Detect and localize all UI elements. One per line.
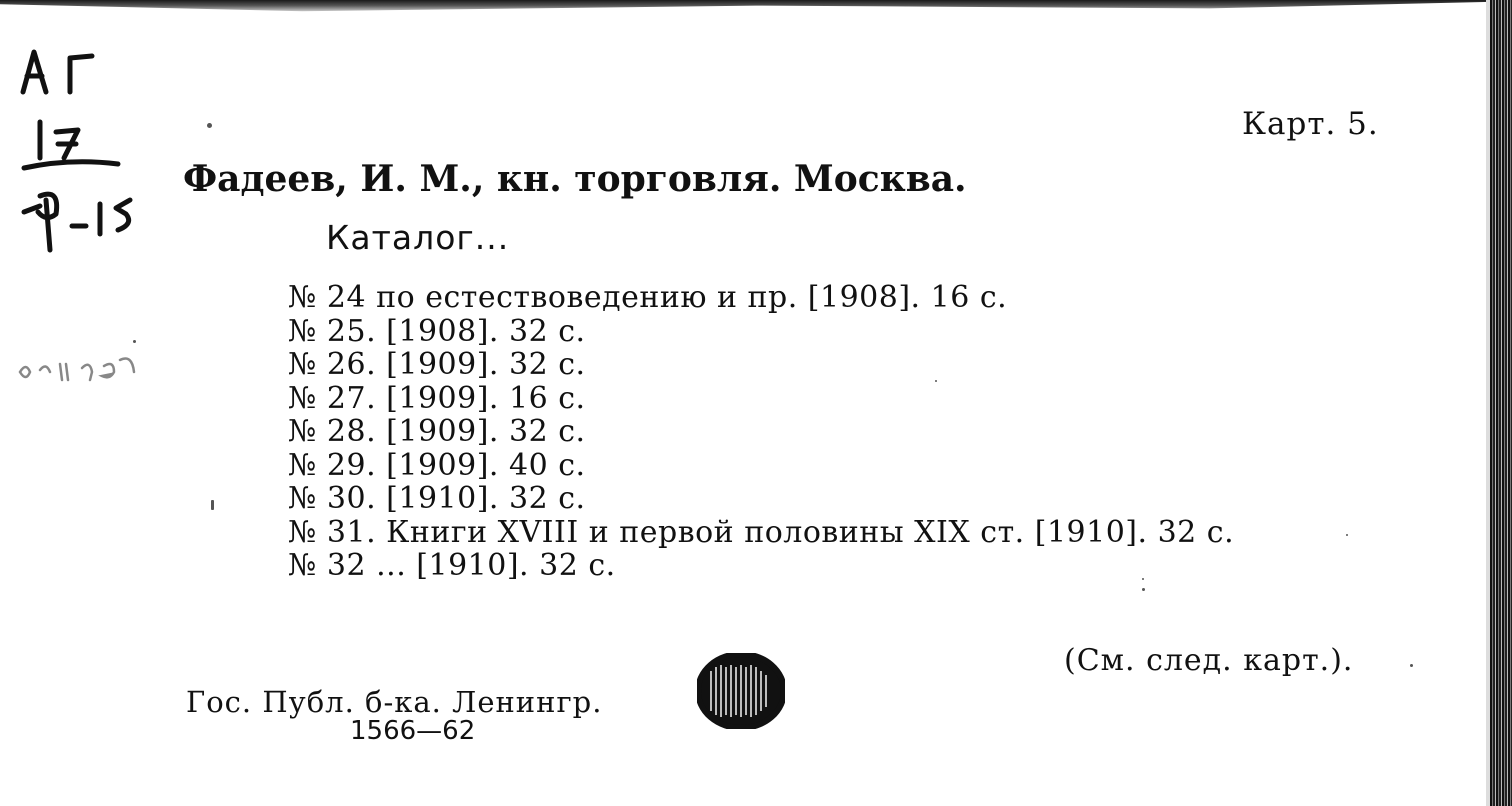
catalog-entry: № 31. Книги XVIII и первой половины XIX ст. [1910]. 32 с. — [288, 514, 1235, 550]
scan-speck — [1346, 534, 1348, 536]
library-stamp — [697, 653, 785, 729]
scan-speck — [207, 123, 212, 128]
card-heading: Фадеев, И. М., кн. торговля. Москва. — [183, 158, 967, 200]
catalog-entry: № 24 по естествоведению и пр. [1908]. 16 с. — [288, 280, 1008, 315]
card-subtitle: Каталог... — [326, 218, 510, 257]
handwritten-faint-note — [20, 359, 134, 381]
scan-right-edge — [1490, 0, 1512, 806]
card-number: Карт. 5. — [1242, 106, 1379, 142]
library-name: Гос. Публ. б-ка. Ленингр. — [186, 685, 603, 719]
scan-top-edge — [0, 0, 1512, 14]
scan-speck — [935, 380, 937, 382]
library-print-number: 1566—62 — [350, 716, 476, 746]
catalog-entry: № 25. [1908]. 32 с. — [288, 313, 586, 349]
scan-speck — [1142, 578, 1144, 580]
scan-speck — [1410, 664, 1413, 667]
catalog-entry: № 30. [1910]. 32 с. — [288, 481, 586, 516]
catalog-entry: № 29. [1909]. 40 с. — [288, 447, 586, 483]
scan-speck — [211, 500, 214, 510]
scan-speck — [1142, 588, 1145, 591]
catalog-entries — [288, 281, 1234, 583]
catalog-entry: № 28. [1909]. 32 с. — [288, 414, 586, 449]
handwritten-shelfmark-strokes — [23, 52, 130, 250]
catalog-entry: № 26. [1909]. 32 с. — [288, 347, 586, 382]
catalog-entry: № 27. [1909]. 16 с. — [288, 380, 586, 416]
see-next-card-note: (См. след. карт.). — [1064, 643, 1354, 678]
scan-speck — [133, 340, 136, 343]
catalog-entry: № 32 ... [1910]. 32 с. — [288, 548, 616, 583]
handwritten-shelfmark — [0, 0, 180, 420]
